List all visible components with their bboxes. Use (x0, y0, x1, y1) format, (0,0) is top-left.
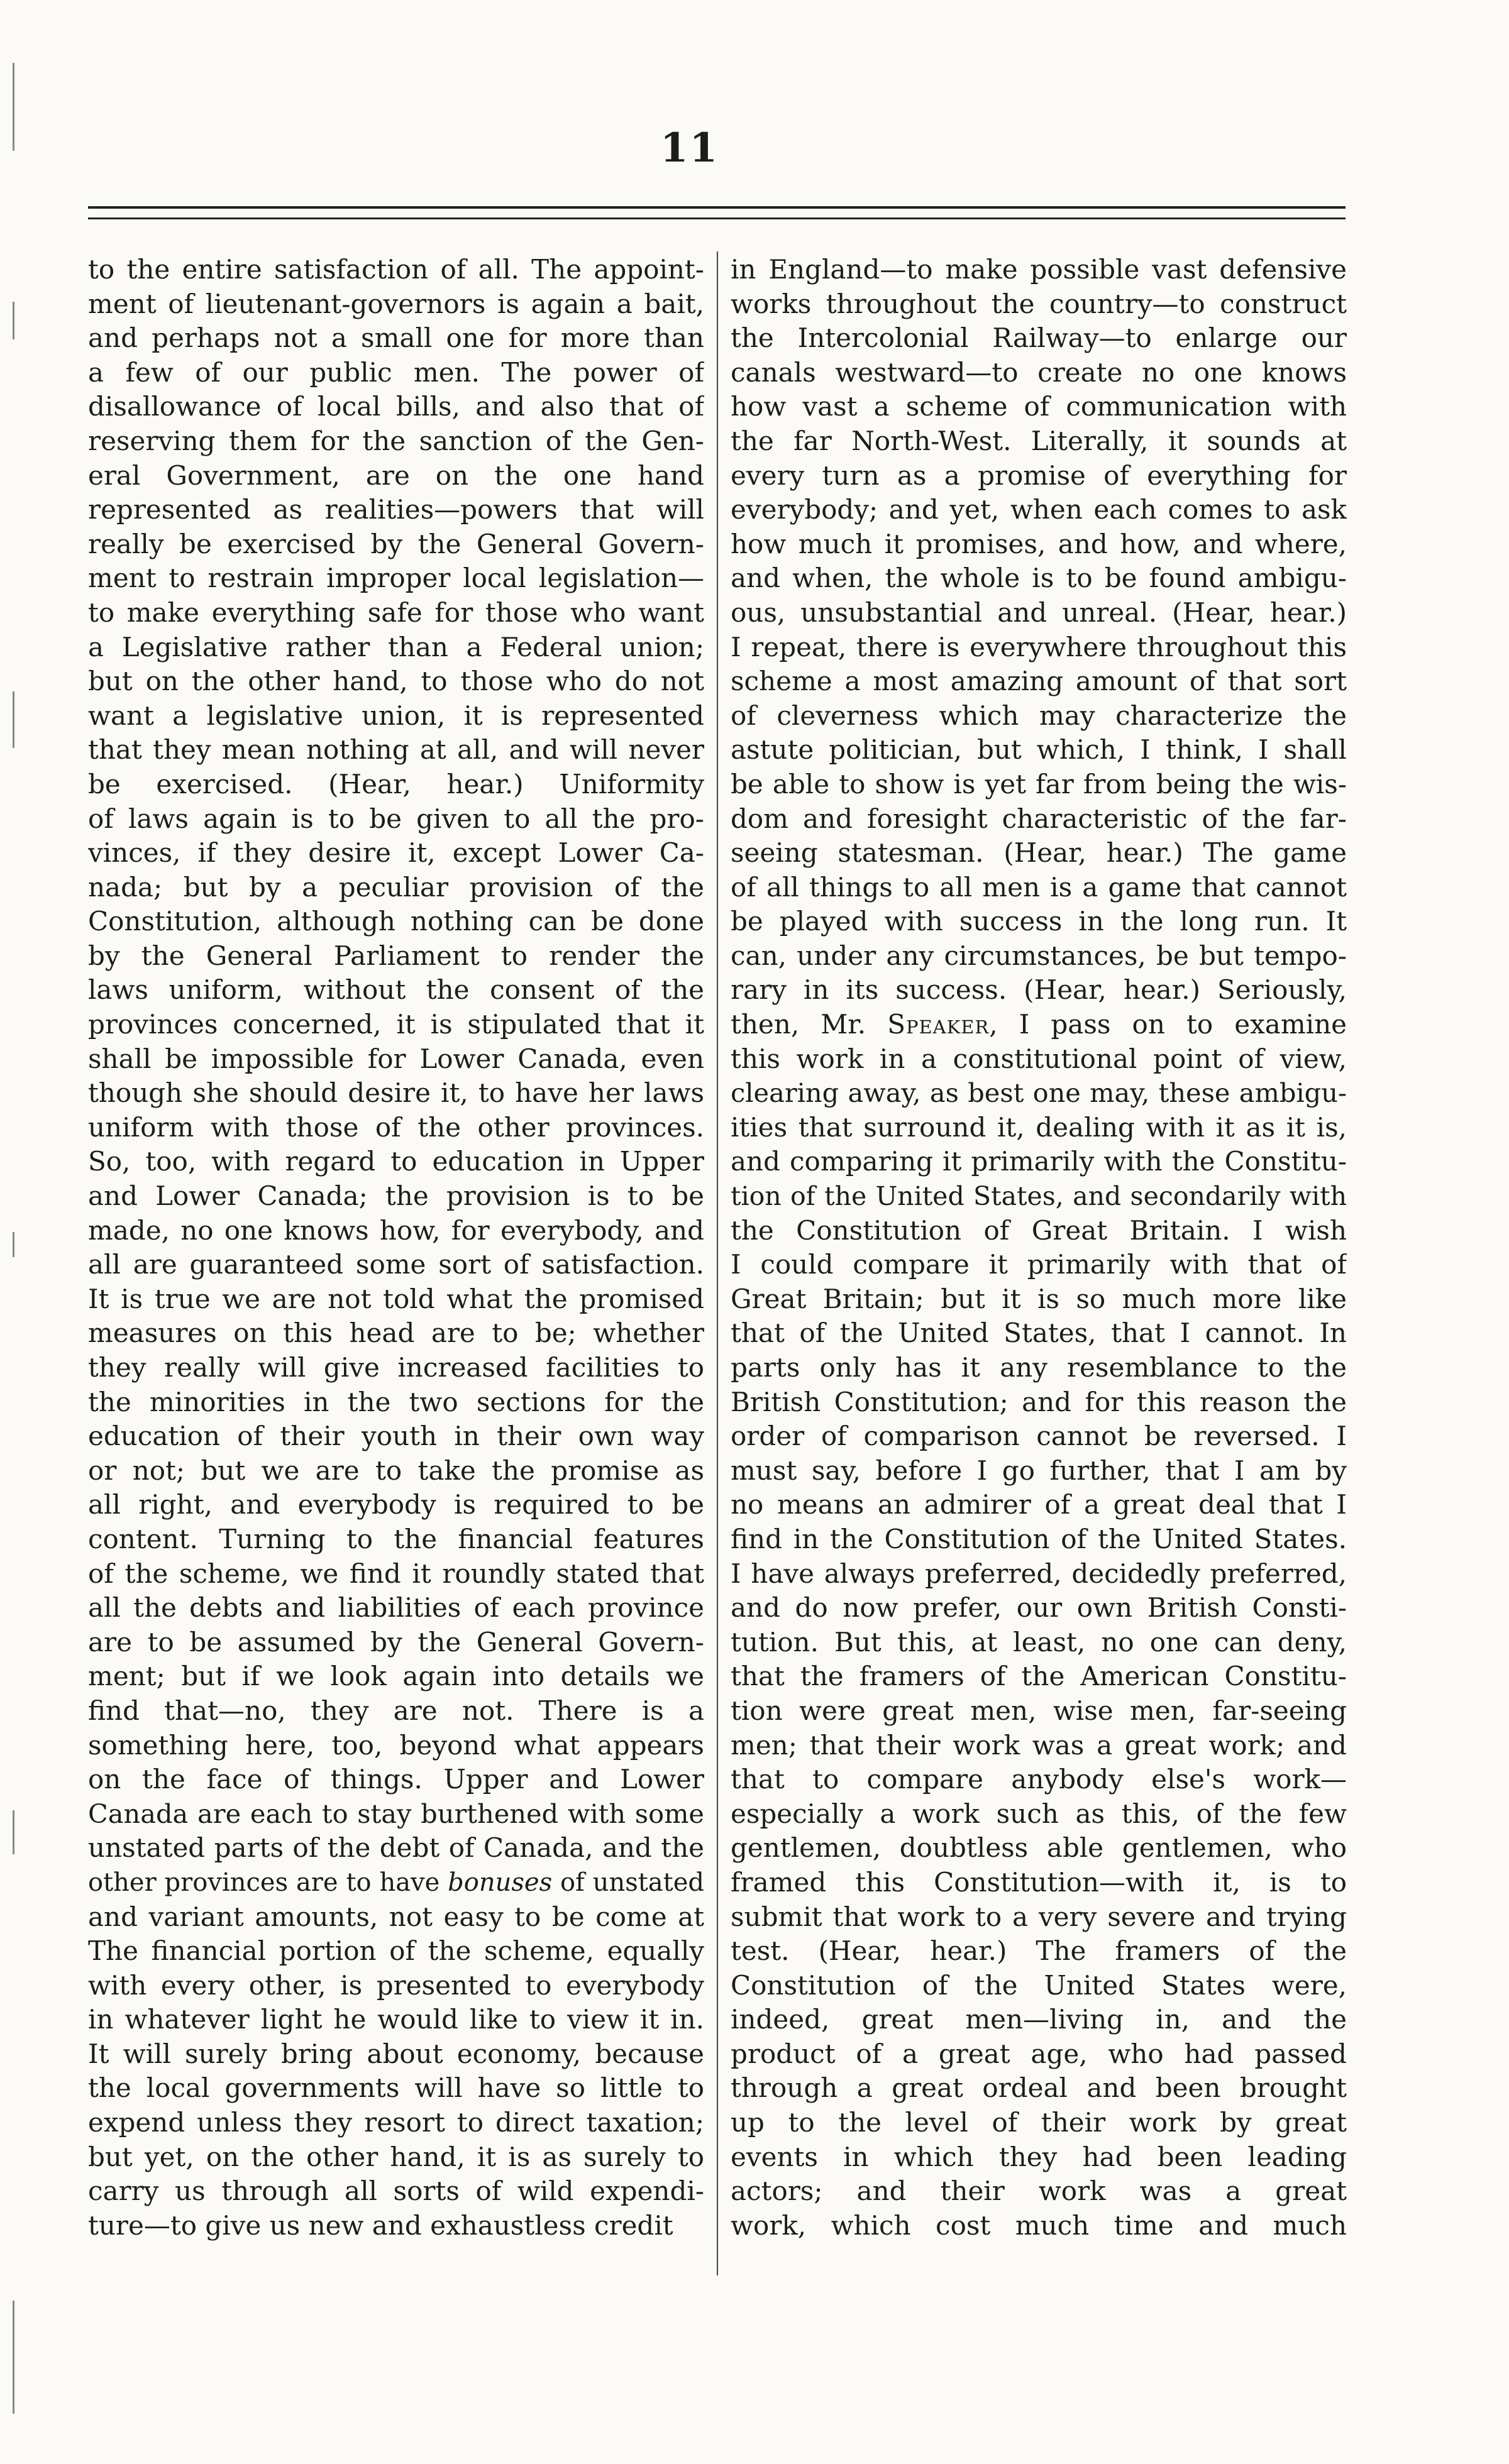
text-line: with every other, is presented to everybody (88, 1969, 704, 2001)
text-line: provinces concerned, it is stipulated that it (88, 1009, 704, 1040)
text-line: submit that work to a very severe and trying (731, 1901, 1347, 1932)
text-line: must say, before I go further, that I am by (731, 1455, 1347, 1486)
text-line: to make everything safe for those who want (88, 597, 704, 628)
text-line: uniform with those of the other provinces. (88, 1111, 704, 1143)
text-line: though she should desire it, to have her laws (88, 1077, 704, 1109)
text-line: men; that their work was a great work; and (731, 1729, 1347, 1761)
text-line: of all things to all men is a game that cannot (731, 871, 1347, 903)
text-line: all right, and everybody is required to be (88, 1489, 704, 1521)
text-line: of the scheme, we find it roundly stated that (88, 1558, 704, 1589)
text-line: and do now prefer, our own British Consti- (731, 1592, 1347, 1624)
text-line: of laws again is to be given to all the pro- (88, 803, 704, 834)
text-line: ment of lieutenant-governors is again a bait, (88, 288, 704, 319)
text-line: measures on this head are to be; whether (88, 1317, 704, 1349)
text-line: work, which cost much time and much (731, 2209, 1347, 2241)
text-line: and when, the whole is to be found ambigu- (731, 563, 1347, 594)
text-line: be exercised. (Hear, hear.) Uniformity (88, 768, 704, 800)
text-line: ment to restrain improper local legislation— (88, 563, 704, 594)
text-line: It is true we are not told what the promised (88, 1283, 704, 1314)
text-line: Constitution of the United States were, (731, 1969, 1347, 2001)
text-line: every turn as a promise of everything for (731, 459, 1347, 491)
text-line: be able to show is yet far from being the wis- (731, 768, 1347, 800)
text-line: Canada are each to stay burthened with some (88, 1798, 704, 1829)
text-line: product of a great age, who had passed (731, 2038, 1347, 2069)
text-line: to the entire satisfaction of all. The appoint- (88, 254, 704, 285)
text-line: events in which they had been leading (731, 2141, 1347, 2172)
text-line: test. (Hear, hear.) The framers of the (731, 1935, 1347, 1967)
text-line: ment; but if we look again into details we (88, 1661, 704, 1692)
text-line: by the General Parliament to render the (88, 940, 704, 971)
text-line: disallowance of local bills, and also that of (88, 391, 704, 422)
text-line: the Constitution of Great Britain. I wish (731, 1214, 1347, 1246)
text-line: are to be assumed by the General Govern- (88, 1626, 704, 1658)
text-line: all the debts and liabilities of each province (88, 1592, 704, 1624)
text-line: and comparing it primarily with the Constitu- (731, 1146, 1347, 1177)
text-line: then, Mr. Speaker, I pass on to examine (731, 1009, 1347, 1040)
text-line: reserving them for the sanction of the Gen- (88, 425, 704, 456)
text-line: works throughout the country—to construct (731, 288, 1347, 319)
text-line: scheme a most amazing amount of that sort (731, 666, 1347, 697)
text-line: The financial portion of the scheme, equally (88, 1935, 704, 1967)
header-rule-top (88, 206, 1346, 209)
text-line: other provinces are to have bonuses of unstated (88, 1867, 704, 1897)
text-line: especially a work such as this, of the few (731, 1798, 1347, 1829)
text-line: clearing away, as best one may, these ambigu- (731, 1077, 1347, 1109)
text-line: framed this Constitution—with it, is to (731, 1866, 1347, 1898)
page-number: 11 (660, 124, 719, 172)
text-line: astute politician, but which, I think, I shall (731, 734, 1347, 766)
text-line: in England—to make possible vast defensive (731, 254, 1347, 285)
text-line: tion of the United States, and secondarily with (731, 1181, 1347, 1212)
text-line: but yet, on the other hand, it is as surely to (88, 2141, 704, 2172)
text-line: or not; but we are to take the promise as (88, 1455, 704, 1486)
text-line: they really will give increased facilities to (88, 1352, 704, 1383)
text-line: in whatever light he would like to view it in. (88, 2004, 704, 2035)
text-line: content. Turning to the financial features (88, 1523, 704, 1554)
text-line: something here, too, beyond what appears (88, 1729, 704, 1761)
text-line: the minorities in the two sections for the (88, 1386, 704, 1417)
text-line: nada; but by a peculiar provision of the (88, 871, 704, 903)
text-line: and variant amounts, not easy to be come at (88, 1901, 704, 1932)
scan-edge-marks (0, 38, 44, 2426)
text-line: that to compare anybody else's work— (731, 1764, 1347, 1795)
text-line: seeing statesman. (Hear, hear.) The game (731, 837, 1347, 869)
text-line: carry us through all sorts of wild expendi- (88, 2175, 704, 2207)
text-line: ities that surround it, dealing with it as it is, (731, 1111, 1347, 1143)
text-line: no means an admirer of a great deal that I (731, 1489, 1347, 1521)
text-line: It will surely bring about economy, because (88, 2038, 704, 2069)
text-line: of cleverness which may characterize the (731, 700, 1347, 731)
text-line: rary in its success. (Hear, hear.) Seriously, (731, 974, 1347, 1006)
text-line: a Legislative rather than a Federal union; (88, 631, 704, 663)
text-line: ous, unsubstantial and unreal. (Hear, hear.) (731, 597, 1347, 628)
text-line: tion were great men, wise men, far-seeing (731, 1695, 1347, 1726)
text-line: laws uniform, without the consent of the (88, 974, 704, 1006)
text-line: the far North-West. Literally, it sounds at (731, 425, 1347, 456)
text-line: gentlemen, doubtless able gentlemen, who (731, 1832, 1347, 1864)
column-right (731, 253, 1347, 2289)
text-line: unstated parts of the debt of Canada, and the (88, 1832, 704, 1864)
text-line: made, no one knows how, for everybody, and (88, 1214, 704, 1246)
text-line: and perhaps not a small one for more than (88, 322, 704, 354)
text-line: education of their youth in their own way (88, 1421, 704, 1452)
text-line: expend unless they resort to direct taxation; (88, 2107, 704, 2138)
text-line: find that—no, they are not. There is a (88, 1695, 704, 1726)
text-line: represented as realities—powers that will (88, 494, 704, 525)
text-line: tution. But this, at least, no one can deny, (731, 1626, 1347, 1658)
text-line: British Constitution; and for this reason the (731, 1386, 1347, 1417)
text-line: Constitution, although nothing can be done (88, 906, 704, 937)
text-line: canals westward—to create no one knows (731, 356, 1347, 388)
text-line: So, too, with regard to education in Upper (88, 1146, 704, 1177)
text-line: that the framers of the American Constitu- (731, 1661, 1347, 1692)
text-line: how much it promises, and how, and where, (731, 528, 1347, 559)
column-divider (717, 251, 718, 2275)
text-line: ture—to give us new and exhaustless credit (88, 2209, 673, 2241)
text-line: eral Government, are on the one hand (88, 459, 704, 491)
header-rule-bottom (88, 217, 1346, 219)
text-line: the Intercolonial Railway—to enlarge our (731, 322, 1347, 354)
text-line: really be exercised by the General Govern- (88, 528, 704, 559)
text-line: but on the other hand, to those who do not (88, 666, 704, 697)
text-line: everybody; and yet, when each comes to ask (731, 494, 1347, 525)
text-line: and Lower Canada; the provision is to be (88, 1180, 704, 1212)
text-line: find in the Constitution of the United States. (731, 1523, 1347, 1554)
text-line: how vast a scheme of communication with (731, 391, 1347, 422)
text-line: indeed, great men—living in, and the (731, 2004, 1347, 2035)
text-line: all are guaranteed some sort of satisfaction. (88, 1249, 704, 1280)
text-line: be played with success in the long run. It (731, 906, 1347, 937)
column-left (88, 253, 704, 2289)
text-line: through a great ordeal and been brought (731, 2072, 1347, 2104)
text-line: parts only has it any resemblance to the (731, 1352, 1347, 1383)
text-line: I could compare it primarily with that of (731, 1249, 1347, 1280)
text-line: I repeat, there is everywhere throughout this (731, 631, 1347, 663)
text-line: actors; and their work was a great (731, 2175, 1347, 2207)
text-line: vinces, if they desire it, except Lower Ca- (88, 837, 704, 869)
text-line: this work in a constitutional point of view, (731, 1043, 1347, 1074)
text-line: Great Britain; but it is so much more like (731, 1283, 1347, 1314)
text-line: on the face of things. Upper and Lower (88, 1764, 704, 1795)
text-line: shall be impossible for Lower Canada, even (88, 1043, 704, 1074)
text-line: I have always preferred, decidedly preferred, (731, 1558, 1347, 1589)
text-line: order of comparison cannot be reversed. I (731, 1421, 1347, 1452)
text-line: can, under any circumstances, be but tempo- (731, 940, 1347, 971)
text-line: a few of our public men. The power of (88, 356, 704, 388)
text-line: that of the United States, that I cannot. In (731, 1317, 1347, 1349)
text-line: that they mean nothing at all, and will never (88, 734, 704, 766)
text-line: the local governments will have so little to (88, 2072, 704, 2104)
text-line: up to the level of their work by great (731, 2107, 1347, 2138)
text-line: want a legislative union, it is represented (88, 700, 704, 731)
text-line: dom and foresight characteristic of the far- (731, 803, 1347, 834)
